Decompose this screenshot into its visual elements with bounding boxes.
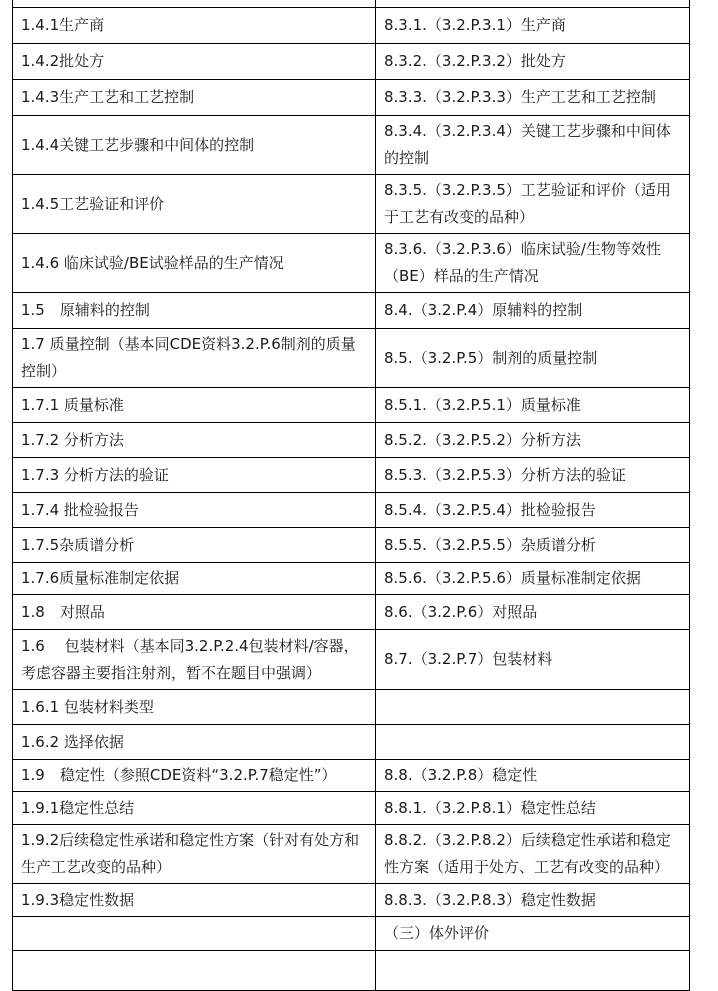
- table-cell-right: 8.3.1.（3.2.P.3.1）生产商: [376, 8, 690, 44]
- table-cell-right: 8.8.2.（3.2.P.8.2）后续稳定性承诺和稳定性方案（适用于处方、工艺有改变的品种）: [376, 825, 690, 884]
- table-row: [13, 951, 690, 991]
- table-row: [13, 884, 690, 917]
- table-cell-right: 8.6.（3.2.P.6）对照品: [376, 595, 690, 630]
- table-cell-right: [376, 690, 690, 725]
- table-cell-left: 1.5 原辅料的控制: [13, 293, 376, 329]
- table-cell-right: 8.5.1.（3.2.P.5.1）质量标准: [376, 388, 690, 423]
- table-cell-right: 8.4.（3.2.P.4）原辅料的控制: [376, 293, 690, 329]
- table-cell-left: 1.4.1生产商: [13, 8, 376, 44]
- table-cell-right: 8.5.4.（3.2.P.5.4）批检验报告: [376, 493, 690, 528]
- table-row: [13, 760, 690, 792]
- table-row: [13, 8, 690, 44]
- table-cell-left: 1.9 稳定性（参照CDE资料“3.2.P.7稳定性”）: [13, 760, 376, 792]
- section-mapping-table: [12, 0, 690, 991]
- table-row: [13, 44, 690, 80]
- table-cell-left: 1.6.1 包装材料类型: [13, 690, 376, 725]
- table-row: [13, 234, 690, 293]
- table-row: [13, 293, 690, 329]
- table-cell-left: 1.7.3 分析方法的验证: [13, 458, 376, 493]
- table-cell-left: 1.9.3稳定性数据: [13, 884, 376, 917]
- table-row: [13, 116, 690, 175]
- table-cell-left: 1.4.2批处方: [13, 44, 376, 80]
- table-cell-left: 1.8 对照品: [13, 595, 376, 630]
- table-cell-left: 1.4.3生产工艺和工艺控制: [13, 80, 376, 116]
- table-row: [13, 690, 690, 725]
- table-row: [13, 0, 690, 8]
- table-row: [13, 493, 690, 528]
- table-row: [13, 329, 690, 388]
- table-cell-left: [13, 0, 376, 8]
- table-cell-left: [13, 917, 376, 951]
- table-cell-right: 8.3.5.（3.2.P.3.5）工艺验证和评价（适用于工艺有改变的品种）: [376, 175, 690, 234]
- table-cell-right: 8.5.2.（3.2.P.5.2）分析方法: [376, 423, 690, 458]
- table-cell-left: 1.7.1 质量标准: [13, 388, 376, 423]
- table-row: [13, 458, 690, 493]
- table-cell-right: 8.7.（3.2.P.7）包装材料: [376, 630, 690, 690]
- table-cell-right: 8.5.（3.2.P.5）制剂的质量控制: [376, 329, 690, 388]
- table-cell-right: 8.8.1.（3.2.P.8.1）稳定性总结: [376, 792, 690, 825]
- table-cell-left: [13, 951, 376, 991]
- table-cell-right: 8.3.2.（3.2.P.3.2）批处方: [376, 44, 690, 80]
- table-cell-right: 8.3.4.（3.2.P.3.4）关键工艺步骤和中间体的控制: [376, 116, 690, 175]
- table-cell-left: 1.7.2 分析方法: [13, 423, 376, 458]
- table-cell-left: 1.4.6 临床试验/BE试验样品的生产情况: [13, 234, 376, 293]
- table-row: [13, 528, 690, 563]
- table-row: [13, 792, 690, 825]
- table-cell-right: 8.3.3.（3.2.P.3.3）生产工艺和工艺控制: [376, 80, 690, 116]
- table-cell-left: 1.7.6质量标准制定依据: [13, 563, 376, 595]
- table-row: [13, 563, 690, 595]
- table-cell-right: [376, 0, 690, 8]
- table-cell-right: 8.5.6.（3.2.P.5.6）质量标准制定依据: [376, 563, 690, 595]
- table-row: [13, 423, 690, 458]
- table-row: [13, 80, 690, 116]
- table-row: [13, 630, 690, 690]
- table-row: [13, 175, 690, 234]
- table-cell-right: [376, 725, 690, 760]
- table-cell-right: 8.5.3.（3.2.P.5.3）分析方法的验证: [376, 458, 690, 493]
- table-row: [13, 825, 690, 884]
- table-cell-right: 8.8.（3.2.P.8）稳定性: [376, 760, 690, 792]
- table-row: [13, 725, 690, 760]
- table-cell-right: 8.3.6.（3.2.P.3.6）临床试验/生物等效性（BE）样品的生产情况: [376, 234, 690, 293]
- table-cell-left: 1.4.4关键工艺步骤和中间体的控制: [13, 116, 376, 175]
- table-cell-left: 1.9.2后续稳定性承诺和稳定性方案（针对有处方和生产工艺改变的品种）: [13, 825, 376, 884]
- table-cell-right: [376, 951, 690, 991]
- table-cell-right: 8.5.5.（3.2.P.5.5）杂质谱分析: [376, 528, 690, 563]
- table-cell-left: 1.7 质量控制（基本同CDE资料3.2.P.6制剂的质量控制）: [13, 329, 376, 388]
- table-row: [13, 595, 690, 630]
- table-cell-right: 8.8.3.（3.2.P.8.3）稳定性数据: [376, 884, 690, 917]
- table-cell-left: 1.7.4 批检验报告: [13, 493, 376, 528]
- table-row: [13, 917, 690, 951]
- table-cell-left: 1.6 包装材料（基本同3.2.P.2.4包装材料/容器，考虑容器主要指注射剂，暂不在题目中强调）: [13, 630, 376, 690]
- table-cell-right: （三）体外评价: [376, 917, 690, 951]
- table-cell-left: 1.9.1稳定性总结: [13, 792, 376, 825]
- table-cell-left: 1.7.5杂质谱分析: [13, 528, 376, 563]
- table-row: [13, 388, 690, 423]
- table-cell-left: 1.6.2 选择依据: [13, 725, 376, 760]
- table-cell-left: 1.4.5工艺验证和评价: [13, 175, 376, 234]
